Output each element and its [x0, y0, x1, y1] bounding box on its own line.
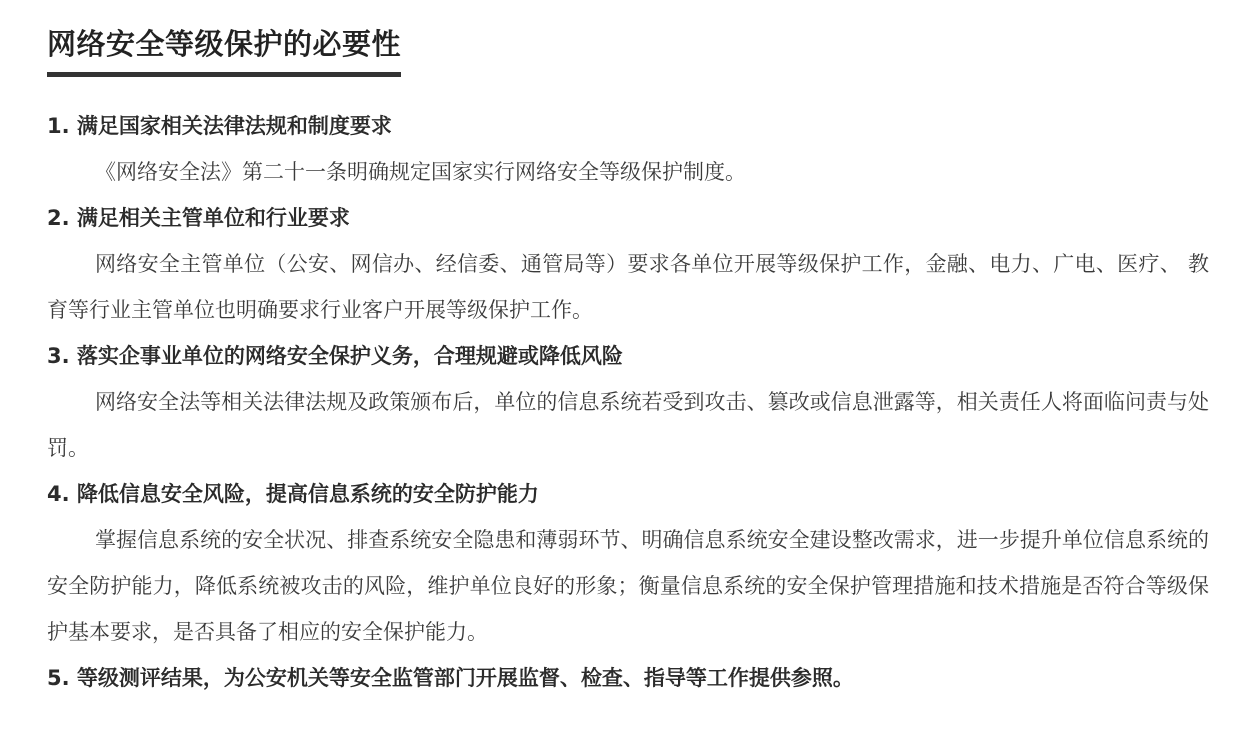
section-heading: 4. 降低信息安全风险，提高信息系统的安全防护能力: [47, 482, 539, 506]
section-heading: 1. 满足国家相关法律法规和制度要求: [47, 114, 392, 138]
section-body: 《网络安全法》第二十一条明确规定国家实行网络安全等级保护制度。: [95, 160, 746, 184]
section-body: 网络安全法等相关法律法规及政策颁布后，单位的信息系统若受到攻击、篡改或信息泄露等，相关责任人将面临问责与处罚。: [47, 390, 1209, 460]
section-1: [47, 103, 1209, 195]
section-body: 网络安全主管单位（公安、网信办、经信委、通管局等）要求各单位开展等级保护工作，金融、电力、广电、医疗、 教育等行业主管单位也明确要求行业客户开展等级保护工作。: [47, 252, 1209, 322]
section-4: [47, 471, 1209, 655]
section-list: [47, 103, 1209, 701]
section-2: [47, 195, 1209, 333]
section-body: 掌握信息系统的安全状况、排查系统安全隐患和薄弱环节、明确信息系统安全建设整改需求，进一步提升单位信息系统的安全防护能力，降低系统被攻击的风险，维护单位良好的形象；衡量信息系统的安全保护管理措施和技术措施是否符合等级保护基本要求，是否具备了相应的安全保护能力。: [47, 528, 1209, 644]
section-heading: 5. 等级测评结果，为公安机关等安全监管部门开展监督、检查、指导等工作提供参照。: [47, 666, 854, 690]
section-heading: 3. 落实企事业单位的网络安全保护义务，合理规避或降低风险: [47, 344, 623, 368]
document: [47, 22, 1209, 701]
section-3: [47, 333, 1209, 471]
section-5: [47, 655, 1209, 701]
page-title: 网络安全等级保护的必要性: [47, 22, 401, 77]
section-heading: 2. 满足相关主管单位和行业要求: [47, 206, 350, 230]
